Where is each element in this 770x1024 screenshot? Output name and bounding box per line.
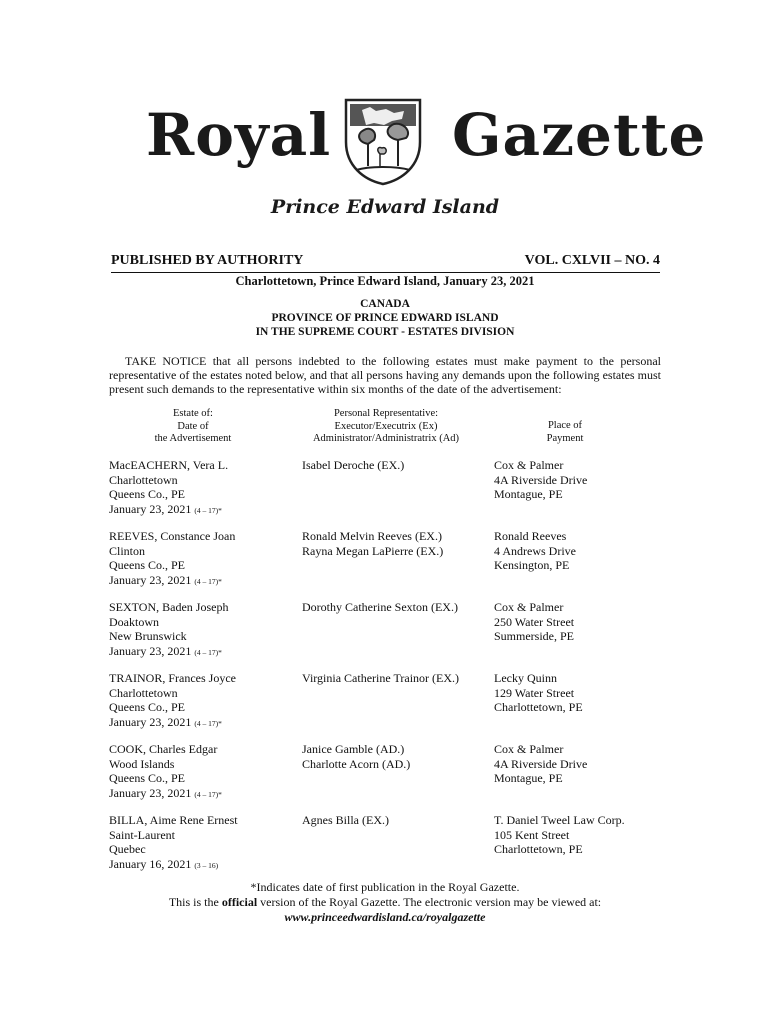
estate-representatives	[302, 600, 492, 615]
payment-line: Cox & Palmer	[494, 600, 564, 614]
estate-place: Saint-Laurent	[109, 827, 175, 842]
representative: Agnes Billa (EX.)	[302, 813, 389, 827]
column-header-payment	[500, 420, 630, 445]
representative: Charlotte Acorn (AD.)	[302, 756, 411, 771]
masthead-royal: Royal	[146, 101, 332, 169]
estate-representatives	[302, 813, 492, 828]
column-header-line: Personal Representative:	[333, 408, 439, 419]
payment-line: 250 Water Street	[494, 614, 575, 629]
estate-date-line	[109, 857, 289, 874]
estate-representatives	[302, 742, 492, 771]
estate-ref: (4 – 17)*	[194, 576, 222, 586]
estate-date-line	[109, 502, 289, 519]
coat-of-arms-icon	[340, 96, 426, 186]
estate-place: Charlottetown	[109, 685, 178, 700]
representative: Dorothy Catherine Sexton (EX.)	[302, 600, 458, 614]
estate-date: January 16, 2021	[109, 856, 192, 871]
representative: Virginia Catherine Trainor (EX.)	[302, 671, 460, 685]
representative: Janice Gamble (AD.)	[302, 742, 405, 756]
estate-representatives	[302, 458, 492, 473]
estate-date-line	[109, 715, 289, 732]
masthead-gazette: Gazette	[452, 101, 707, 169]
footer	[0, 880, 770, 925]
official-version-note	[0, 895, 770, 910]
payment-line: Lecky Quinn	[494, 671, 557, 685]
estate-date: January 23, 2021	[109, 643, 192, 658]
estate-region: Queens Co., PE	[109, 558, 185, 572]
estate-payment	[494, 813, 669, 857]
estate-payment	[494, 529, 669, 573]
payment-line: 4A Riverside Drive	[494, 472, 588, 487]
column-header-line: Date of	[177, 420, 209, 432]
column-header-line: Executor/Executrix (Ex)	[334, 420, 438, 432]
estate-payment	[494, 742, 669, 786]
estate-ref: (4 – 17)*	[194, 718, 222, 728]
estate-name: BILLA, Aime Rene Ernest	[109, 813, 238, 827]
official-emphasis: official	[221, 895, 258, 909]
masthead	[0, 92, 770, 192]
estate-details	[109, 458, 289, 518]
gazette-website-link[interactable]: www.princeedwardisland.ca/royalgazette	[284, 910, 486, 924]
column-header-line: Estate of:	[173, 408, 213, 419]
estate-payment	[494, 671, 669, 715]
volume-number: VOL. CXLVII – NO. 4	[524, 253, 660, 268]
estate-details	[109, 529, 289, 589]
court-line-2: PROVINCE OF PRINCE EDWARD ISLAND	[271, 312, 499, 324]
payment-line: T. Daniel Tweel Law Corp.	[494, 813, 625, 827]
estate-payment	[494, 600, 669, 644]
estate-details	[109, 671, 289, 731]
column-header-estate	[128, 408, 258, 446]
dateline: Charlottetown, Prince Edward Island, January 23, 2021	[235, 274, 535, 288]
court-heading	[0, 297, 770, 339]
estate-representatives	[302, 529, 492, 558]
estate-date: January 23, 2021	[109, 714, 192, 729]
column-header-line: Place of	[547, 420, 583, 431]
payment-line: Summerside, PE	[494, 629, 574, 643]
estate-name: SEXTON, Baden Joseph	[109, 600, 229, 614]
estate-region: Queens Co., PE	[109, 700, 185, 714]
estate-details	[109, 813, 289, 873]
representative: Isabel Deroche (EX.)	[302, 458, 405, 472]
estate-region: Quebec	[109, 842, 146, 856]
estate-name: REEVES, Constance Joan	[109, 529, 236, 543]
estate-date: January 23, 2021	[109, 572, 192, 587]
representative: Ronald Melvin Reeves (EX.)	[302, 529, 442, 543]
payment-line: 4 Andrews Drive	[494, 543, 576, 558]
estate-name: COOK, Charles Edgar	[109, 742, 218, 756]
estate-representatives	[302, 671, 492, 686]
estate-payment	[494, 458, 669, 502]
payment-line: Kensington, PE	[494, 558, 570, 572]
province-subtitle: Prince Edward Island	[270, 196, 500, 218]
estate-ref: (4 – 17)*	[194, 789, 222, 799]
publication-bar	[111, 252, 660, 273]
asterisk-note: *Indicates date of first publication in the Royal Gazette.	[250, 880, 520, 894]
estate-place: Doaktown	[109, 614, 159, 629]
payment-line: Cox & Palmer	[494, 458, 564, 472]
estate-place: Wood Islands	[109, 756, 175, 771]
estate-place: Clinton	[109, 543, 146, 558]
payment-line: Cox & Palmer	[494, 742, 564, 756]
official-note-text: version of the Royal Gazette. The electronic version may be viewed at:	[257, 895, 602, 909]
notice-paragraph: TAKE NOTICE that all persons indebted to the following estates must make payment to the personal representative of the estates noted below, and that all persons having any demands upon the following estates must present such demands to the representative within six months of the date of the advertisement:	[109, 354, 661, 396]
column-header-representative	[296, 408, 476, 446]
estate-ref: (3 – 16)	[194, 860, 219, 870]
estate-details	[109, 742, 289, 802]
representative: Rayna Megan LaPierre (EX.)	[302, 543, 444, 558]
estate-ref: (4 – 17)*	[194, 647, 222, 657]
estate-name: MacEACHERN, Vera L.	[109, 458, 229, 472]
estate-name: TRAINOR, Frances Joyce	[109, 671, 236, 685]
court-line-1: CANADA	[360, 298, 410, 310]
payment-line: 129 Water Street	[494, 685, 575, 700]
payment-line: Charlottetown, PE	[494, 842, 583, 856]
estate-date: January 23, 2021	[109, 785, 192, 800]
column-header-line: the Advertisement	[154, 433, 232, 444]
official-note-text: This is the	[168, 895, 222, 909]
payment-line: Charlottetown, PE	[494, 700, 583, 714]
column-header-line: Payment	[546, 432, 584, 444]
payment-line: Montague, PE	[494, 487, 563, 501]
payment-line: 105 Kent Street	[494, 827, 570, 842]
estate-ref: (4 – 17)*	[194, 505, 222, 515]
payment-line: 4A Riverside Drive	[494, 756, 588, 771]
estate-region: Queens Co., PE	[109, 771, 185, 785]
estate-place: Charlottetown	[109, 472, 178, 487]
estate-date-line	[109, 573, 289, 590]
estate-date-line	[109, 786, 289, 803]
estate-date-line	[109, 644, 289, 661]
estate-region: Queens Co., PE	[109, 487, 185, 501]
estate-region: New Brunswick	[109, 629, 187, 643]
payment-line: Ronald Reeves	[494, 529, 567, 543]
payment-line: Montague, PE	[494, 771, 563, 785]
column-header-line: Administrator/Administratrix (Ad)	[312, 433, 460, 444]
estate-details	[109, 600, 289, 660]
estate-date: January 23, 2021	[109, 501, 192, 516]
published-by-authority: PUBLISHED BY AUTHORITY	[111, 253, 304, 268]
court-line-3: IN THE SUPREME COURT - ESTATES DIVISION	[255, 326, 515, 338]
